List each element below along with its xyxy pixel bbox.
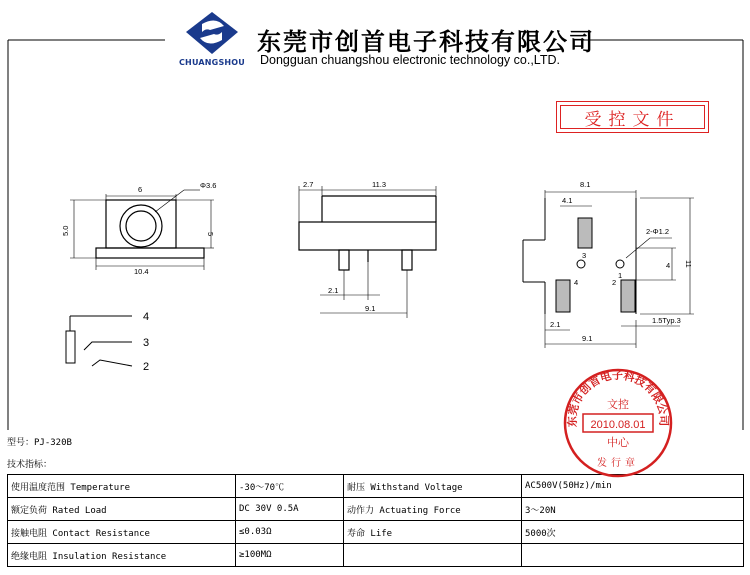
table-row (8, 521, 744, 544)
dim-pad-offset: 4.1 (562, 196, 573, 205)
dim-hole-spec: 2-Φ1.2 (646, 227, 670, 236)
spec-title: 技术指标： (7, 460, 53, 470)
model-number: 型号：PJ-320B (7, 438, 72, 448)
spec-cell: 动作力 Actuating Force (344, 498, 522, 521)
spec-cell: -30～70℃ (236, 475, 344, 498)
schematic (66, 316, 132, 366)
spec-cell: 接触电阻 Contact Resistance (8, 521, 236, 544)
dim-typ: 1.5Typ.3 (652, 316, 681, 325)
pad-label-2: 2 (612, 278, 617, 287)
spec-cell: 额定负荷 Rated Load (8, 498, 236, 521)
seal-line1: 文控 (607, 398, 629, 411)
spec-cell: ≥100MΩ (236, 544, 344, 567)
spec-cell: 使用温度范围 Temperature (8, 475, 236, 498)
company-name-cn: 东莞市创首电子科技有限公司 (257, 27, 595, 56)
spec-cell: 绝缘电阻 Insulation Resistance (8, 544, 236, 567)
seal-ring-text: 东莞市创首电子科技有限公司 (565, 368, 671, 428)
dim-bottom-pitch: 2.1 (550, 320, 561, 329)
dim-height-right: 5 (206, 232, 215, 237)
spec-table (7, 474, 744, 567)
company-name-en: Dongguan chuangshou electronic technology co.,LTD. (260, 53, 560, 67)
dim-height-left: 5.0 (61, 225, 70, 236)
front-view (70, 190, 214, 270)
company-seal (563, 368, 673, 478)
seal-bottom: 发行章 (597, 458, 639, 469)
pad-label-3: 3 (582, 251, 587, 260)
pad-label-4: 4 (574, 278, 579, 287)
seal-line3: 中心 (607, 436, 629, 449)
dim-base: 10.4 (134, 267, 149, 276)
spec-cell: 5000次 (522, 521, 744, 544)
spec-cell (522, 544, 744, 567)
schematic-pin-4: 4 (143, 311, 150, 323)
side-view (299, 186, 436, 318)
dim-pcb-width: 8.1 (580, 180, 591, 189)
logo-caption: CHUANGSHOU (178, 58, 246, 67)
dim-pad-pitch: 4 (666, 261, 671, 270)
spec-cell (344, 544, 522, 567)
table-row (8, 544, 744, 567)
spec-cell: DC 30V 0.5A (236, 498, 344, 521)
controlled-document-label: 受控文件 (560, 105, 705, 129)
dim-side-total: 9.1 (365, 304, 376, 313)
seal-date: 2010.08.01 (590, 419, 646, 431)
dim-hole: Φ3.6 (200, 181, 217, 190)
dim-left-offset: 2.7 (303, 180, 314, 189)
schematic-pin-3: 3 (143, 337, 150, 349)
spec-cell: 寿命 Life (344, 521, 522, 544)
table-row (8, 498, 744, 521)
spec-cell: ≤0.03Ω (236, 521, 344, 544)
spec-cell: 3～20N (522, 498, 744, 521)
dim-length: 11.3 (372, 180, 387, 189)
dim-pin-pitch: 2.1 (328, 286, 339, 295)
spec-cell: 耐压 Withstand Voltage (344, 475, 522, 498)
dim-pcb-height: 11 (684, 260, 693, 268)
dim-pcb-total: 9.1 (582, 334, 593, 343)
pad-label-1: 1 (618, 271, 623, 280)
schematic-pin-2: 2 (143, 361, 150, 373)
dim-width: 6 (138, 185, 143, 194)
spec-cell: AC500V(50Hz)/min (522, 475, 744, 498)
